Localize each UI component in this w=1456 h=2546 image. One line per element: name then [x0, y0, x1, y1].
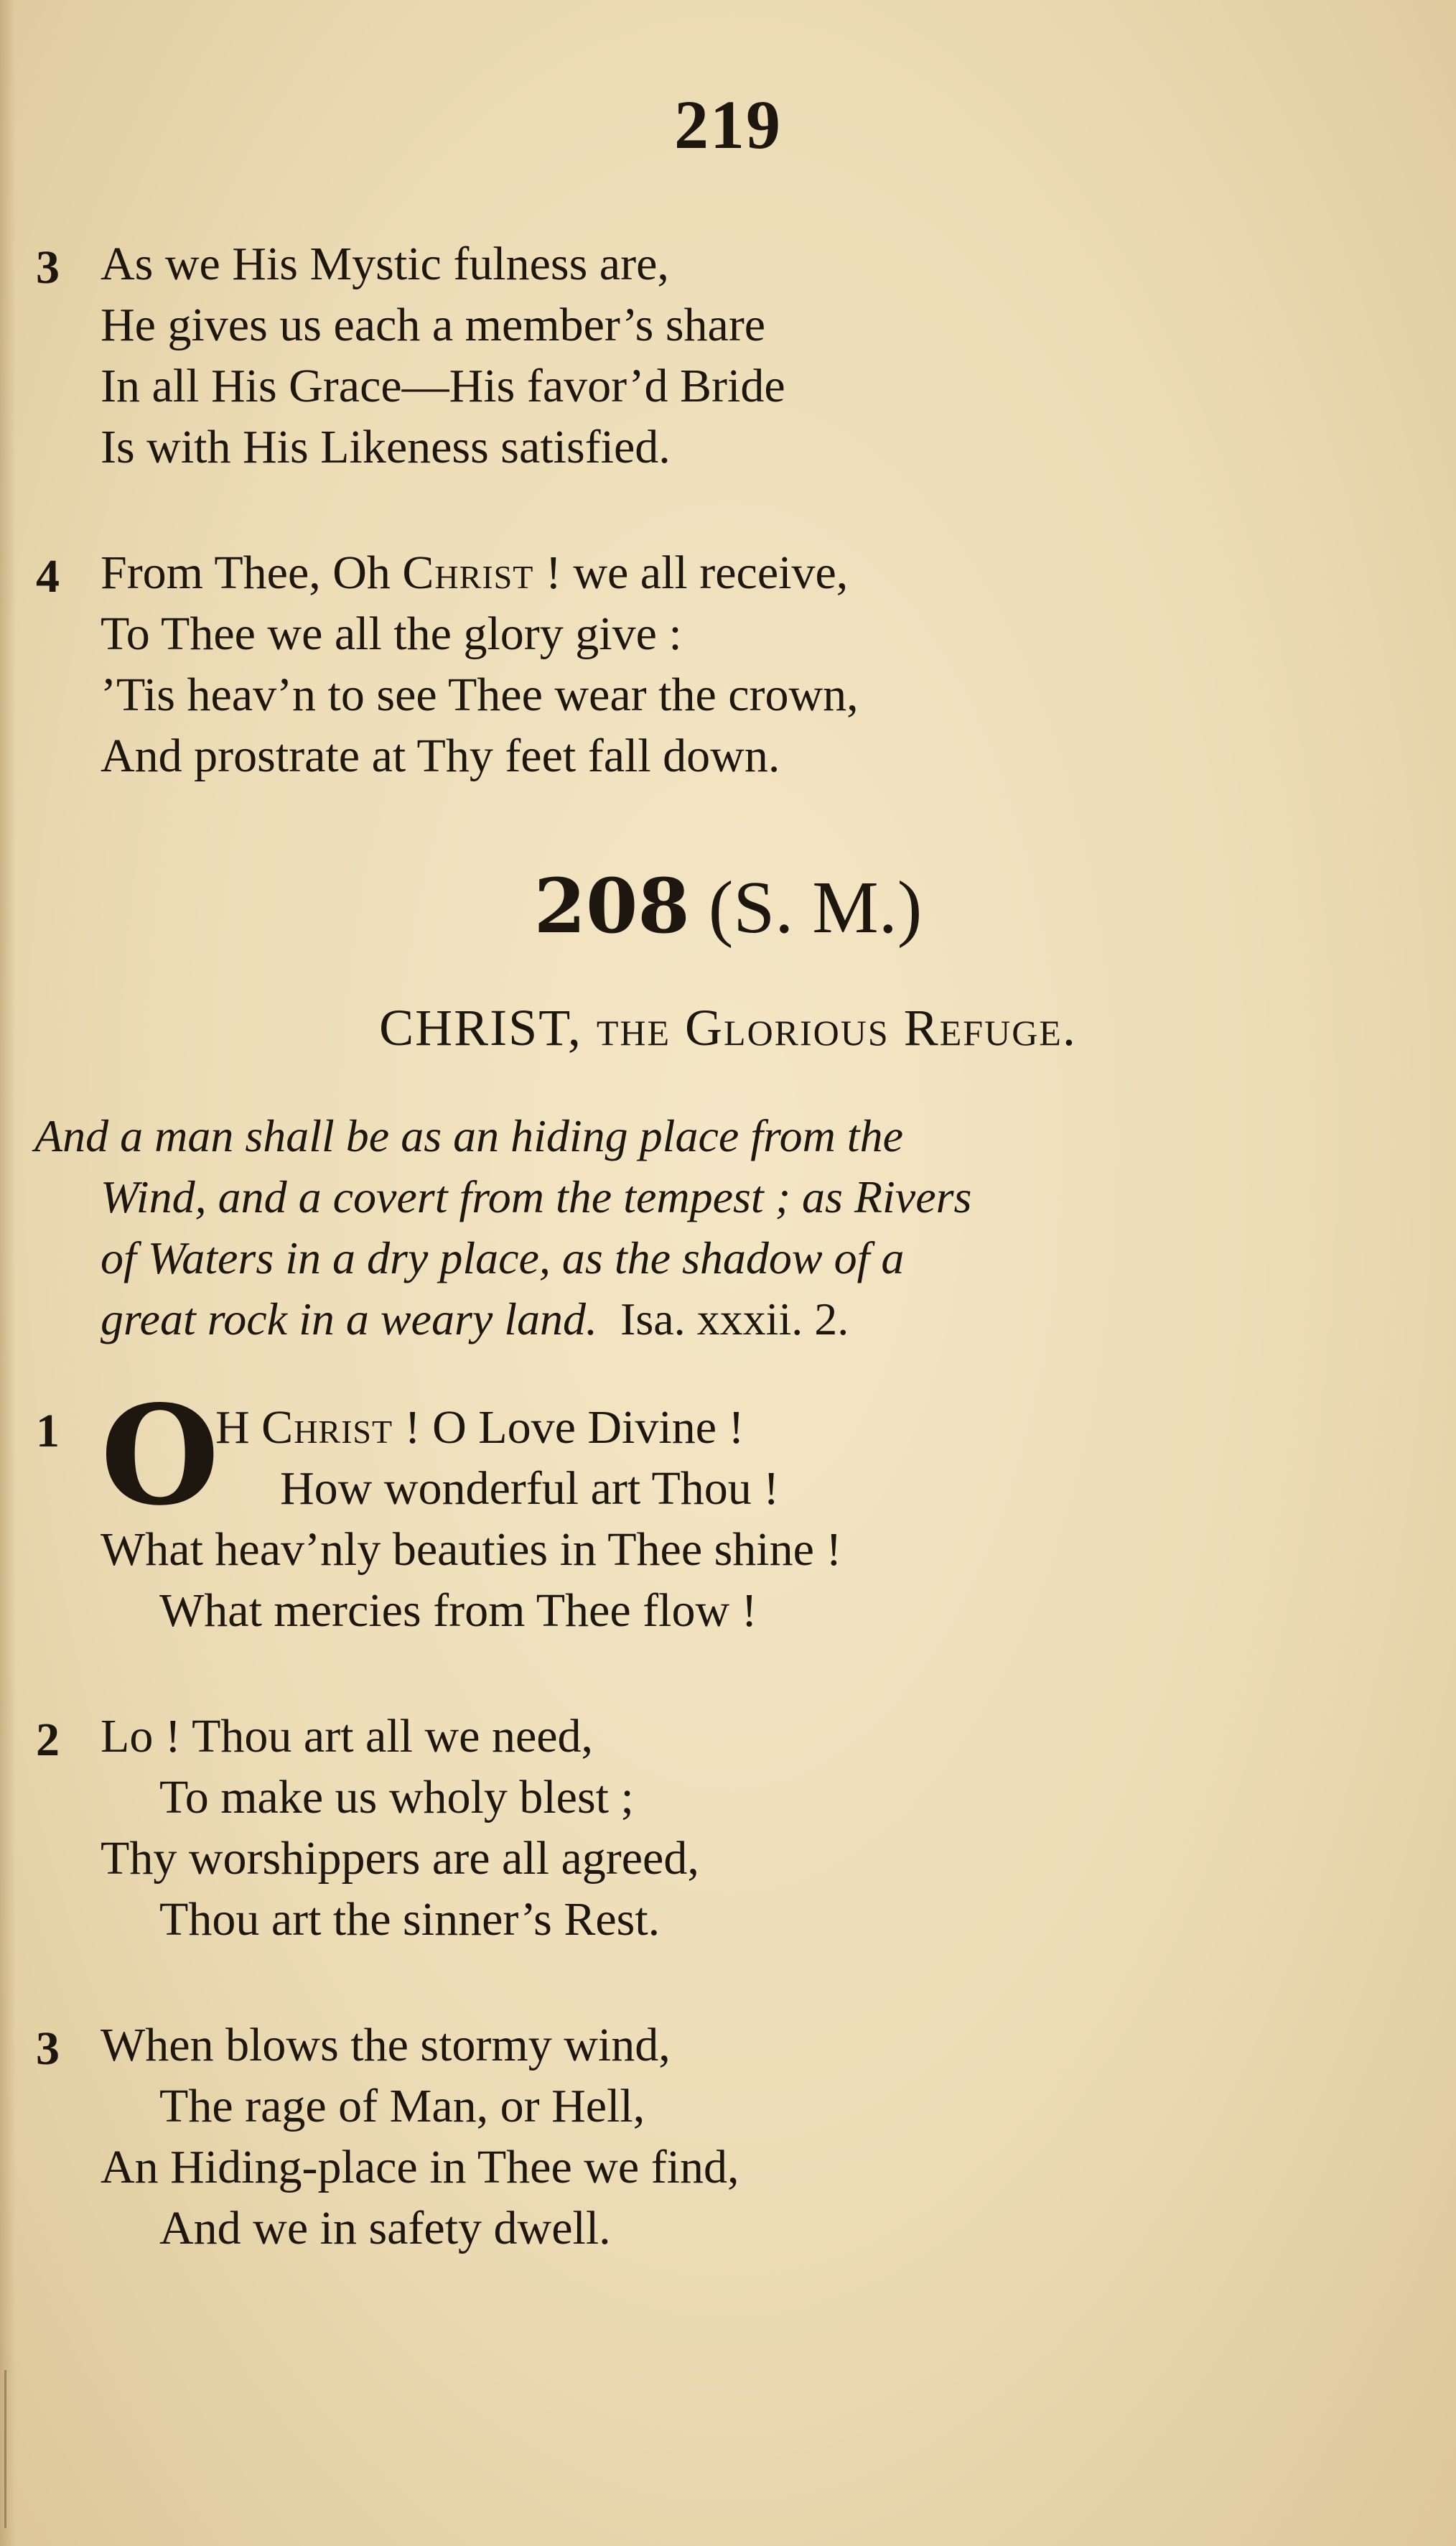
epigraph-line-last — [101, 1293, 849, 1344]
line-text: From Thee, Oh — [101, 547, 403, 599]
stanza-line: To Thee we all the glory give : — [101, 608, 682, 660]
epigraph-line: Wind, and a covert from the tempest ; as Rivers — [101, 1171, 972, 1222]
stanza-line: ’Tis heav’n to see Thee wear the crown, — [101, 669, 859, 721]
stanza-line: And we in safety dwell. — [159, 2202, 611, 2254]
stanza-line: What mercies from Thee flow ! — [159, 1584, 757, 1637]
stanza-line: Lo ! Thou art all we need, — [101, 1710, 594, 1762]
smallcaps-word: Christ — [261, 1401, 393, 1454]
epigraph-line: And a man shall be as an hiding place from the — [34, 1110, 903, 1161]
stanza-line: Thou art the sinner’s Rest. — [159, 1893, 661, 1946]
stanza-line: The rage of Man, or Hell, — [159, 2080, 645, 2132]
line-text: ! O Love Divine ! — [393, 1401, 745, 1454]
stanza-number: 2 — [36, 1714, 60, 1766]
epigraph-reference: Isa. xxxii. 2. — [620, 1293, 849, 1344]
drop-cap-letter: O — [101, 1375, 220, 1536]
smallcaps-word: Christ — [402, 547, 534, 599]
stanza-line: An Hiding-place in Thee we find, — [101, 2141, 739, 2193]
stanza-number: 3 — [36, 241, 60, 294]
stanza-first-line — [215, 1401, 745, 1454]
stanza-number: 3 — [36, 2022, 60, 2075]
line-text: H — [215, 1401, 262, 1454]
hymn-title-sub: the Glorious Refuge. — [596, 999, 1077, 1056]
hymn-title-main: CHRIST, — [379, 999, 582, 1056]
stanza-line: In all His Grace—His favor’d Bride — [101, 360, 785, 412]
line-text: ! we all receive, — [533, 547, 849, 599]
stanza-line: To make us wholy blest ; — [159, 1771, 634, 1823]
stanza-line: When blows the stormy wind, — [101, 2019, 671, 2071]
page-edge-shadow — [0, 0, 16, 2546]
hymn-heading — [0, 862, 1456, 950]
stanza-line: Is with His Likeness satisfied. — [101, 421, 671, 473]
stanza-number: 1 — [36, 1405, 60, 1457]
stanza-line: What heav’nly beauties in Thee shine ! — [101, 1523, 842, 1576]
epigraph-line: great rock in a weary land. — [101, 1293, 598, 1344]
stanza-line: Thy worshippers are all agreed, — [101, 1832, 699, 1885]
hymn-number: 208 — [533, 862, 690, 950]
page-number: 219 — [674, 86, 782, 163]
stanza-line: He gives us each a member’s share — [101, 299, 766, 351]
stanza-number: 4 — [36, 550, 60, 603]
stanza-first-line — [101, 549, 848, 597]
hymn-meter: (S. M.) — [708, 866, 923, 949]
hymn-title — [0, 998, 1456, 1058]
page-margin-mark — [4, 2370, 6, 2528]
stanza-line: As we His Mystic fulness are, — [101, 238, 669, 290]
stanza-line: And prostrate at Thy feet fall down. — [101, 730, 780, 782]
epigraph-line: of Waters in a dry place, as the shadow of a — [101, 1232, 905, 1283]
stanza-line: How wonderful art Thou ! — [280, 1462, 780, 1515]
